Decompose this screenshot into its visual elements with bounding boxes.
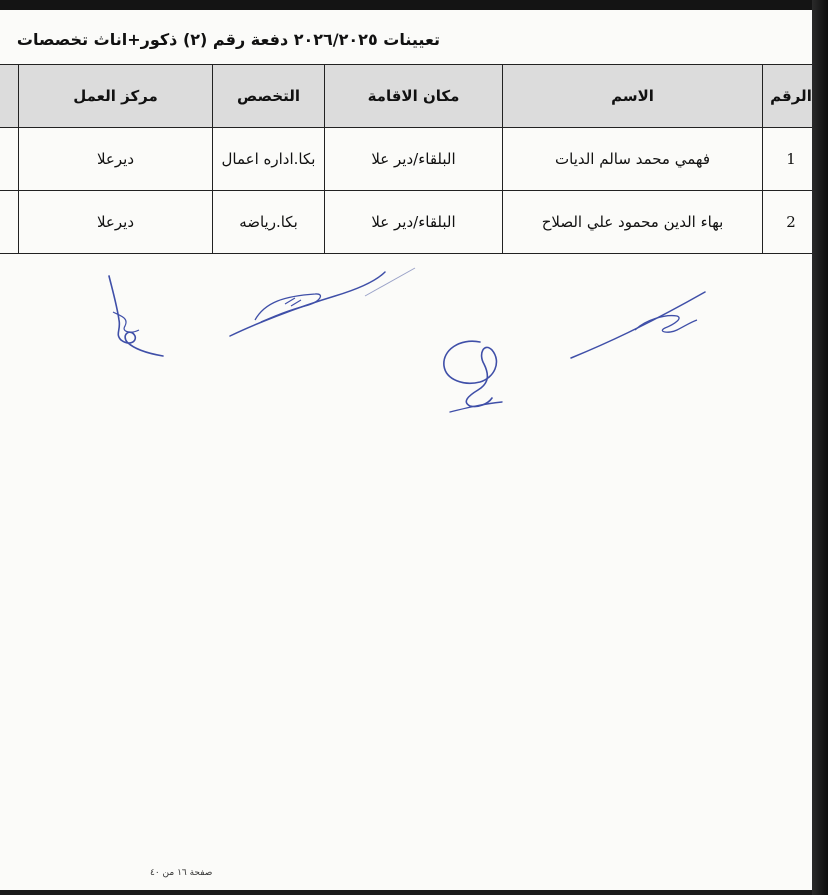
- row-number: 1: [763, 128, 820, 191]
- row-cut-off-cell: [0, 128, 19, 191]
- row-cut-off-cell: [0, 191, 19, 254]
- row-work-center: ديرعلا: [19, 128, 213, 191]
- header-specialization: التخصص: [213, 65, 325, 128]
- document-title: تعيينات ٢٠٢٦/٢٠٢٥ دفعة رقم (٢) ذكور+اناث تخصصات: [16, 30, 440, 49]
- row-residence: البلقاء/دير علا: [325, 191, 503, 254]
- row-specialization: بكا.رياضه: [213, 191, 325, 254]
- signature-1: [95, 270, 175, 365]
- signature-4: [565, 286, 715, 366]
- page-footer: صفحة ١٦ من ٤٠: [150, 868, 213, 878]
- appointments-table: [0, 64, 820, 254]
- row-residence: البلقاء/دير علا: [325, 128, 503, 191]
- scan-right-edge: [812, 0, 828, 895]
- header-residence: مكان الاقامة: [325, 65, 503, 128]
- scan-top-edge: [0, 0, 828, 10]
- row-work-center: ديرعلا: [19, 191, 213, 254]
- row-specialization: بكا.اداره اعمال: [213, 128, 325, 191]
- table-row: [0, 128, 820, 191]
- header-name: الاسم: [503, 65, 763, 128]
- table-row: [0, 191, 820, 254]
- header-number: الرقم: [763, 65, 820, 128]
- header-cut-off-column: [0, 65, 19, 128]
- row-number: 2: [763, 191, 820, 254]
- signature-3: [432, 332, 510, 420]
- signature-2: [225, 262, 420, 344]
- row-name: فهمي محمد سالم الديات: [503, 128, 763, 191]
- header-work-center: مركز العمل: [19, 65, 213, 128]
- table-header-row: [0, 65, 820, 128]
- row-name: بهاء الدين محمود علي الصلاح: [503, 191, 763, 254]
